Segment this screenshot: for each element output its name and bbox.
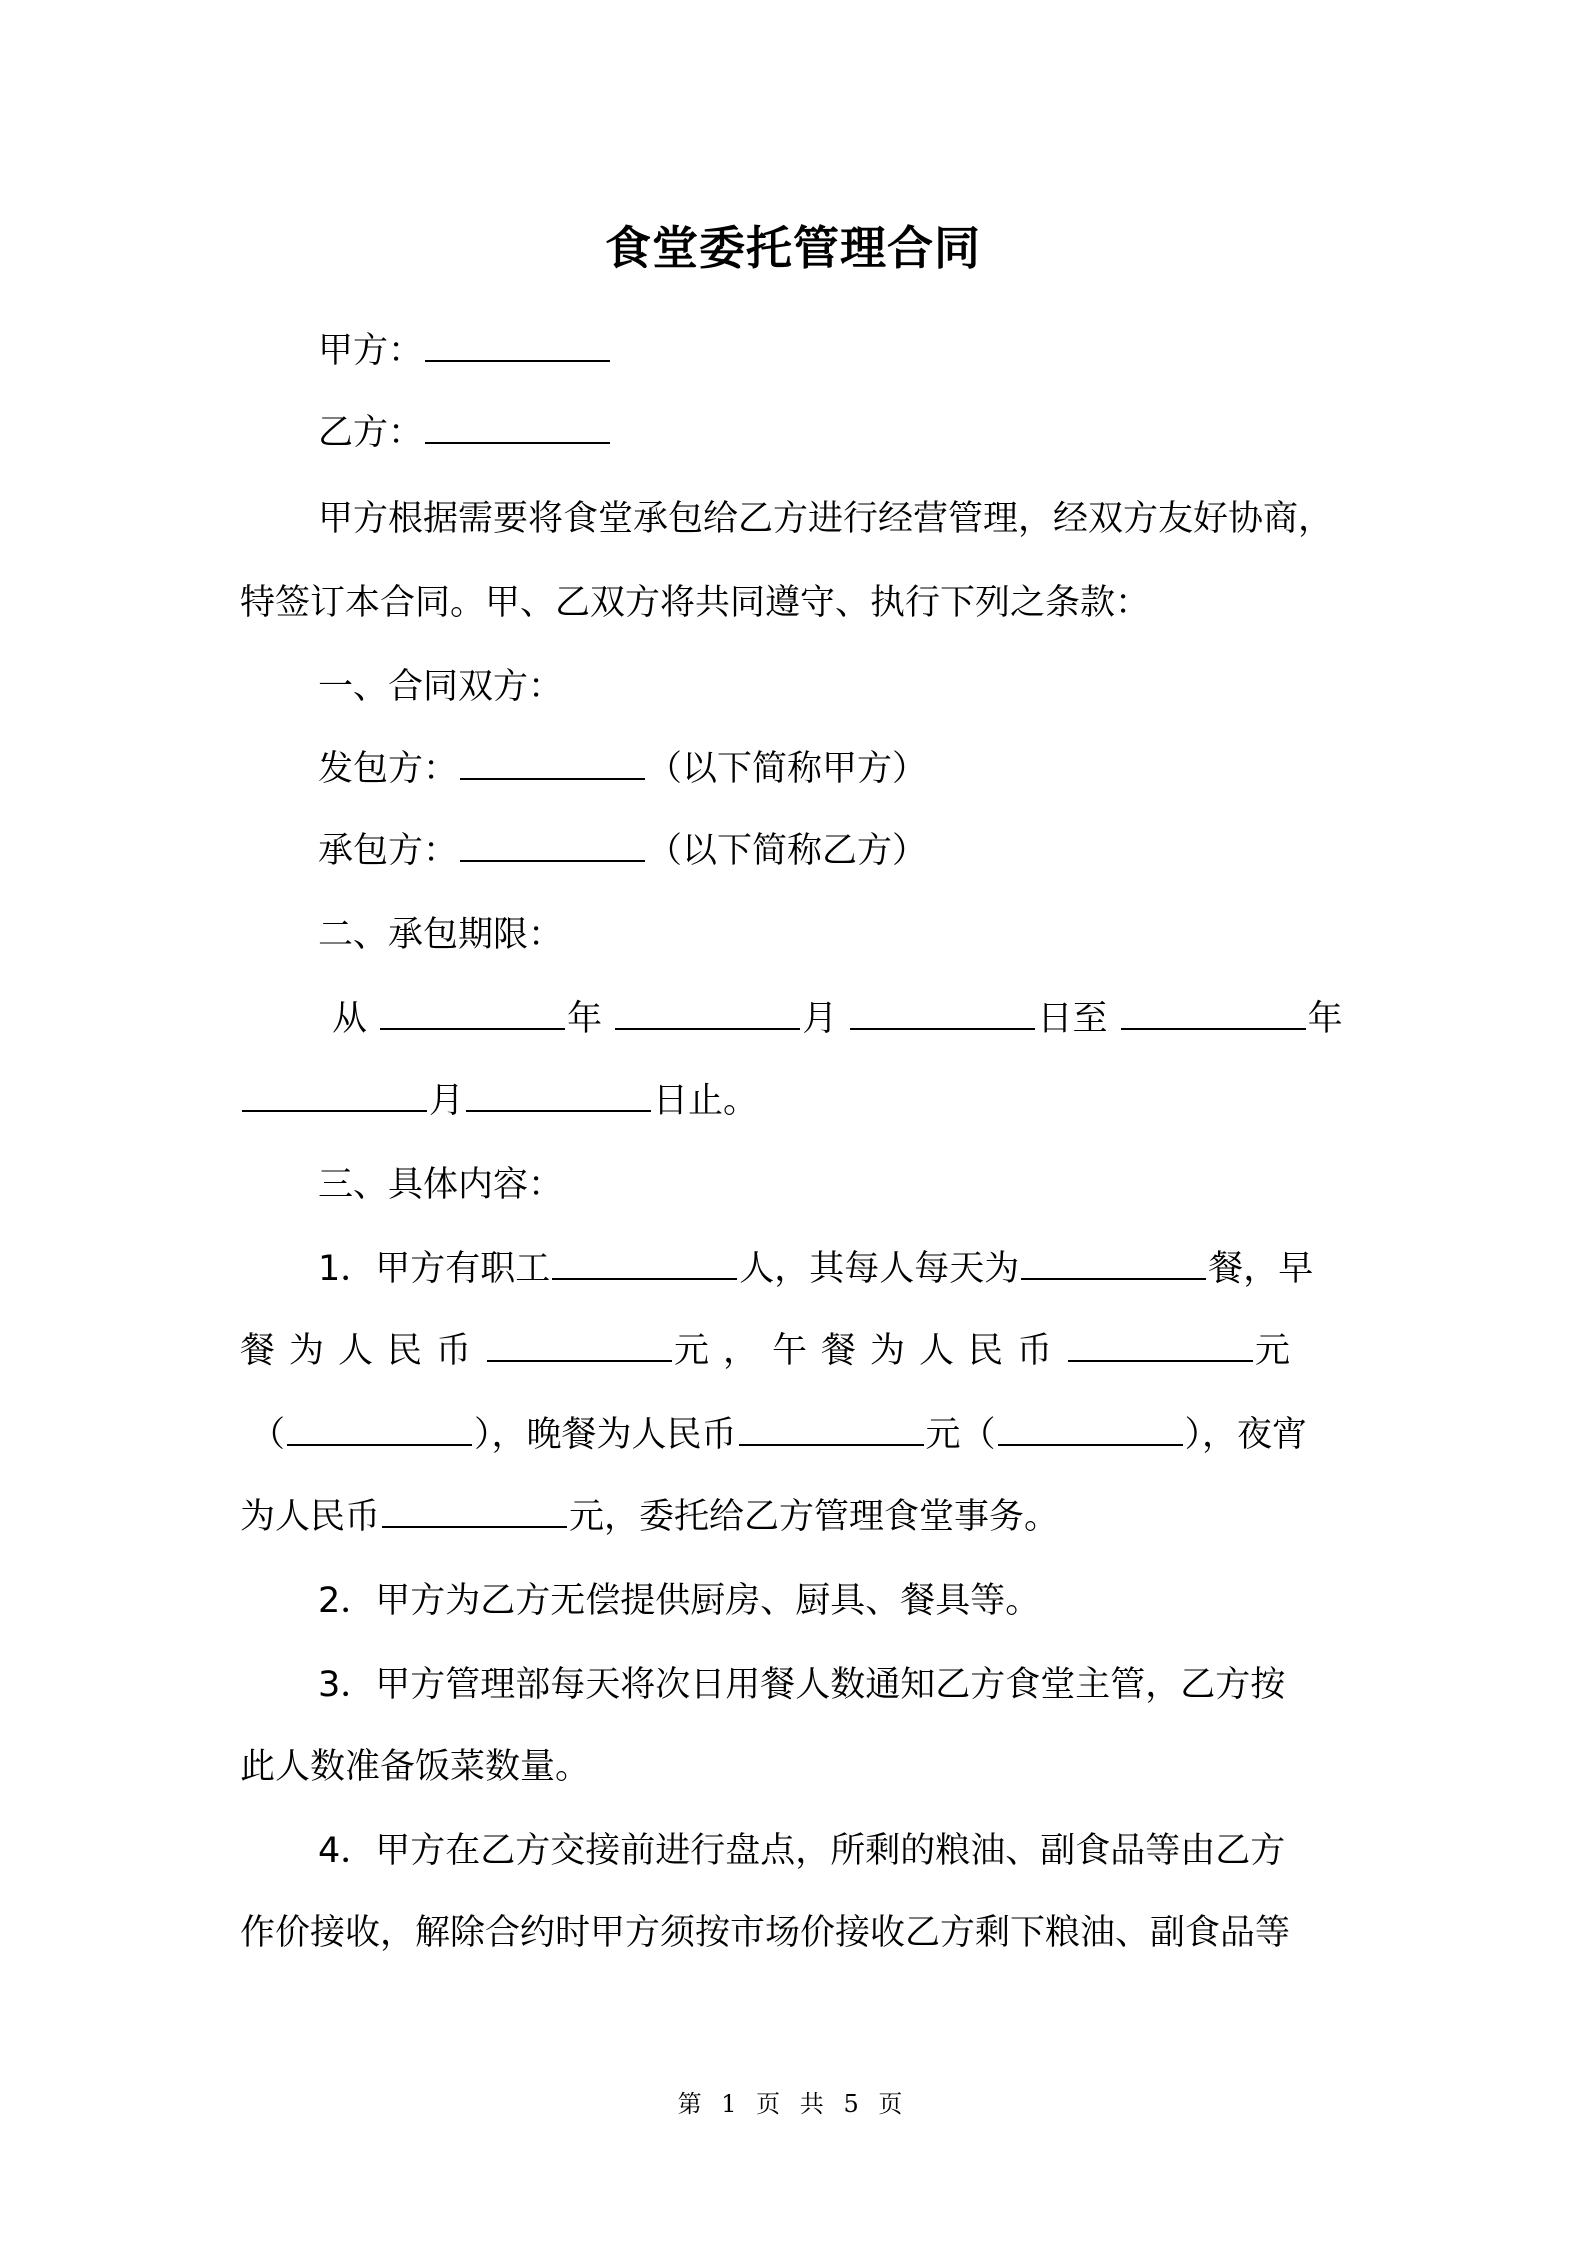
page-number-footer: 第 1 页 共 5 页 xyxy=(677,2090,909,2118)
item1-text-i: 元（ xyxy=(925,1415,996,1455)
contractee-line xyxy=(318,830,927,872)
night-snack-price-blank[interactable] xyxy=(382,1496,567,1528)
contractor-blank[interactable] xyxy=(460,748,645,780)
item1-line-4 xyxy=(240,1496,1059,1538)
contractor-line xyxy=(318,748,927,790)
item3-line-1: 3．甲方管理部每天将次日用餐人数通知乙方食堂主管，乙方按 xyxy=(318,1665,1286,1705)
breakfast-price-blank[interactable] xyxy=(487,1330,672,1362)
item1-text-d: 餐为人民币 xyxy=(240,1331,486,1371)
period-line-2 xyxy=(240,1080,758,1122)
dinner-price-caps-blank[interactable] xyxy=(998,1414,1183,1446)
dinner-price-blank[interactable] xyxy=(739,1414,924,1446)
item1-text-b: 人，其每人每天为 xyxy=(739,1249,1020,1289)
item1-text-c: 餐，早 xyxy=(1208,1249,1314,1289)
contractor-note: （以下简称甲方） xyxy=(647,749,928,789)
party-a-blank[interactable] xyxy=(425,330,610,362)
party-b-line xyxy=(318,412,612,454)
lunch-price-blank[interactable] xyxy=(1068,1330,1253,1362)
section2-heading: 二、承包期限： xyxy=(318,915,564,955)
party-a-line xyxy=(318,330,612,372)
period-from: 从 xyxy=(332,999,368,1039)
item1-line-3 xyxy=(250,1414,1307,1456)
period-day-to-label: 日至 xyxy=(1037,999,1108,1039)
item1-text-l: 元，委托给乙方管理食堂事务。 xyxy=(569,1497,1060,1537)
contractee-blank[interactable] xyxy=(460,830,645,862)
item1-line-2 xyxy=(240,1330,1352,1372)
period-end-label: 日止。 xyxy=(653,1081,759,1121)
end-day-blank[interactable] xyxy=(466,1080,651,1112)
end-month-blank[interactable] xyxy=(242,1080,427,1112)
item3-line-2: 此人数准备饭菜数量。 xyxy=(240,1747,591,1787)
item2-line: 2．甲方为乙方无偿提供厨房、厨具、餐具等。 xyxy=(318,1581,1041,1621)
item1-text-j: ），夜宵 xyxy=(1184,1415,1308,1455)
intro-line-2: 特签订本合同。甲、乙双方将共同遵守、执行下列之条款： xyxy=(240,583,1151,623)
lunch-price-caps-blank[interactable] xyxy=(287,1414,472,1446)
party-b-label: 乙方： xyxy=(318,413,424,453)
meals-per-day-blank[interactable] xyxy=(1021,1248,1206,1280)
period-end-year-label: 年 xyxy=(1307,999,1343,1039)
item1-text-g: （ xyxy=(250,1415,286,1455)
item1-text-e: 元，午餐为人民币 xyxy=(674,1331,1067,1371)
section3-heading: 三、具体内容： xyxy=(318,1165,564,1205)
document-title: 食堂委托管理合同 xyxy=(605,221,981,275)
item1-text-f: 元 xyxy=(1255,1331,1305,1371)
period-month-label: 月 xyxy=(802,999,838,1039)
period-year-label: 年 xyxy=(567,999,603,1039)
item1-text-a: 1．甲方有职工 xyxy=(318,1249,551,1289)
section1-heading: 一、合同双方： xyxy=(318,667,564,707)
contractee-note: （以下简称乙方） xyxy=(647,831,928,871)
party-a-label: 甲方： xyxy=(318,331,424,371)
period-end-month-label: 月 xyxy=(429,1081,465,1121)
contractor-label: 发包方： xyxy=(318,749,459,789)
start-day-blank[interactable] xyxy=(850,998,1035,1030)
staff-count-blank[interactable] xyxy=(552,1248,737,1280)
item4-line-1: 4．甲方在乙方交接前进行盘点，所剩的粮油、副食品等由乙方 xyxy=(318,1831,1286,1871)
item1-text-h: ），晚餐为人民币 xyxy=(474,1415,737,1455)
item4-line-2: 作价接收，解除合约时甲方须按市场价接收乙方剩下粮油、副食品等 xyxy=(240,1913,1291,1953)
item1-line-1 xyxy=(318,1248,1313,1290)
period-line-1 xyxy=(332,998,1343,1040)
item1-text-k: 为人民币 xyxy=(240,1497,381,1537)
intro-line-1: 甲方根据需要将食堂承包给乙方进行经营管理，经双方友好协商， xyxy=(318,499,1334,539)
party-b-blank[interactable] xyxy=(425,412,610,444)
end-year-blank[interactable] xyxy=(1121,998,1306,1030)
start-month-blank[interactable] xyxy=(615,998,800,1030)
start-year-blank[interactable] xyxy=(380,998,565,1030)
contractee-label: 承包方： xyxy=(318,831,459,871)
